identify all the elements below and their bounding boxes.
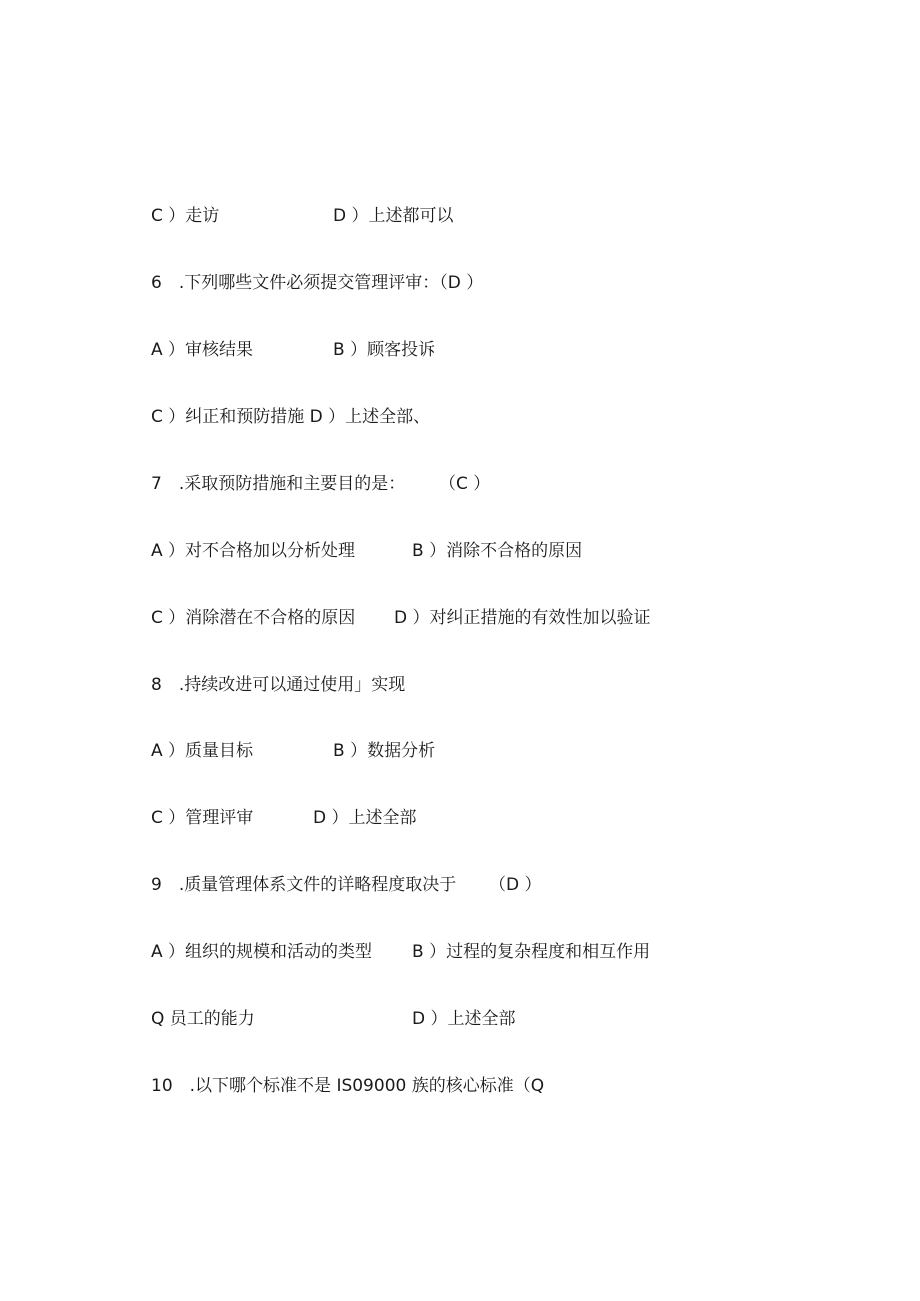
q7-option-a: A ）对不合格加以分析处理 [151,541,356,561]
q8-option-b: B ）数据分析 [333,741,436,761]
q8-option-a: A ）质量目标 [151,741,254,761]
q8-option-d: D ）上述全部 [313,808,417,828]
question-9: 9 .质量管理体系文件的详略程度取决于 [151,875,457,895]
q9-option-a: A ）组织的规模和活动的类型 [151,942,373,962]
q9-option-c: Q 员工的能力 [151,1009,255,1029]
q6-option-a: A ）审核结果 [151,340,254,360]
q9-answer: （D ） [489,875,542,895]
q9-option-d: D ）上述全部 [412,1009,516,1029]
question-7: 7 .采取预防措施和主要目的是： [151,474,406,494]
q9-option-b: B ）过程的复杂程度和相互作用 [412,942,651,962]
q7-option-c: C ）消除潜在不合格的原因 [151,608,356,628]
q7-option-d: D ）对纠正措施的有效性加以验证 [394,608,651,628]
question-8: 8 .持续改进可以通过使用」实现 [151,675,406,695]
question-6: 6 .下列哪些文件必须提交管理评审：（D ） [151,273,484,293]
option-d-line: D ）上述都可以 [333,206,454,226]
question-10: 10 .以下哪个标准不是 IS09000 族的核心标准（Q [151,1076,545,1096]
q7-answer: （C ） [439,474,491,494]
q6-option-b: B ）顾客投诉 [333,340,436,360]
q7-option-b: B ）消除不合格的原因 [412,541,583,561]
q6-option-cd: C ）纠正和预防措施 D ）上述全部、 [151,407,431,427]
option-c-line: C ）走访 [151,206,220,226]
q8-option-c: C ）管理评审 [151,808,254,828]
